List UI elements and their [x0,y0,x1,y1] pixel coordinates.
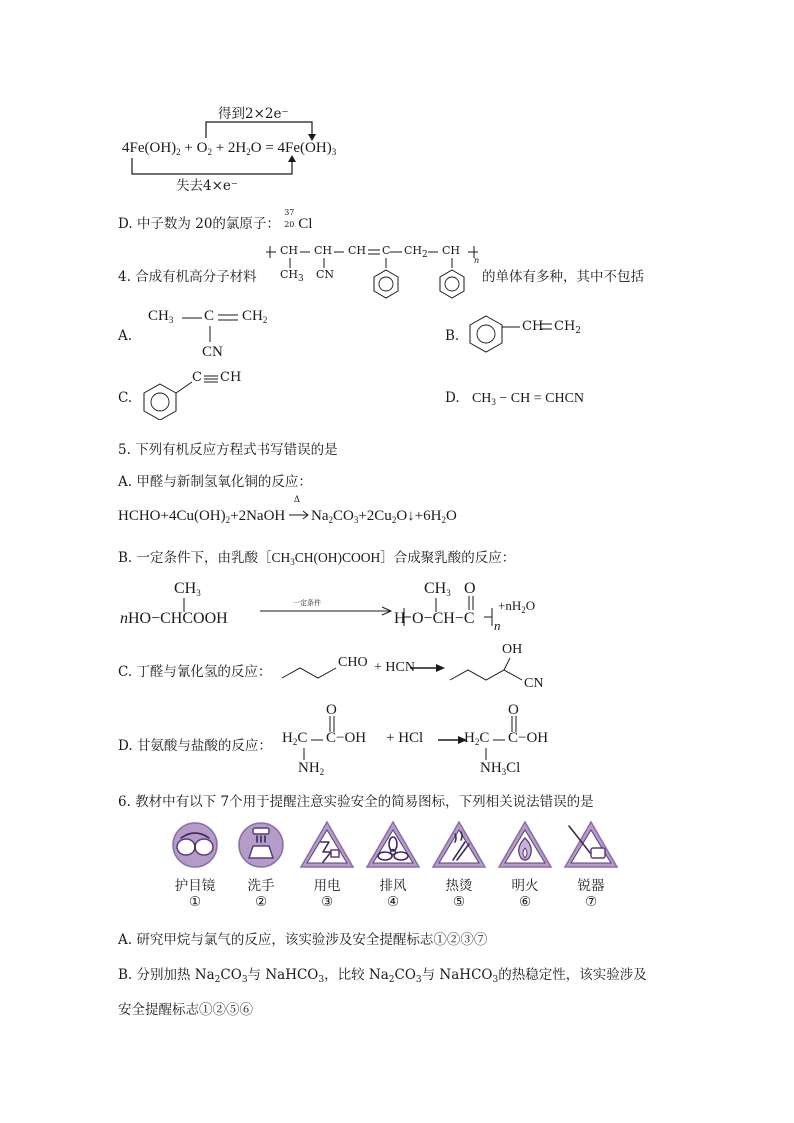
q5-option-b-desc [118,546,515,567]
subscript: 2 [328,515,333,525]
redox-equation [122,140,336,157]
subscript: 3 [501,767,507,777]
text: C [479,730,490,746]
text: CH [174,580,197,597]
reaction-condition: 一定条件 [293,599,321,607]
icon-label: 锐器 [577,878,605,894]
safety-icon-electricity [297,820,357,910]
option-a-c: C [204,308,215,324]
polymer-cn: CN [316,268,335,281]
text: CH [404,244,423,257]
polymer-structure [266,240,481,300]
hot-surface-icon [429,820,489,870]
product-feoh3: O = 4Fe(OH) [250,140,332,156]
subscript: 3 [290,557,295,567]
text: CH [148,308,169,324]
safety-icon-sharp [561,820,621,910]
wash-hands-icon [231,820,291,870]
q4-stem-suffix: 的单体有多种，其中不包括 [482,269,644,285]
product-body: O−CH−C [412,610,475,627]
text: H [464,730,475,746]
subscript: 2 [262,315,268,325]
text: CO [333,508,354,524]
text: +2Cu [358,508,392,524]
byproduct-water [498,598,535,615]
option-text: 中子数为 20的氯原子： [136,216,280,232]
q4-option-b-label: B. [445,328,460,344]
option-text: ］合成聚乳酸的反应： [380,550,516,566]
safety-icons-row [165,820,625,920]
product-nh3cl [480,760,520,777]
icon-label: 洗手 [247,878,275,894]
icon-label: 排风 [379,878,407,894]
q4-stem-prefix [118,265,257,285]
subscript: 3 [298,274,304,284]
subscript: 2 [388,975,395,985]
reactant-ch3 [174,580,201,598]
text: 分别加热 Na [136,967,215,983]
q5-option-a-equation [118,494,457,525]
option-label: D. [118,738,133,754]
option-text: 丁醛与氰化氢的反应： [136,664,272,680]
q5-option-c-desc [118,660,271,680]
q6-option-b-line2: 安全提醒标志①②⑤⑥ [118,1002,253,1018]
text: O [525,598,536,613]
icon-number: ⑦ [584,894,598,910]
option-text: 甲醛与新制氢氧化铜的反应： [136,474,312,490]
polymer-c: C [382,244,391,257]
subscript: 2 [214,975,221,985]
q5-option-c-equation [280,640,560,696]
text: CO [394,967,416,983]
subscript: 2 [575,326,582,336]
q4-option-d [445,390,584,407]
text: − CH = CHCN [495,391,585,406]
product-carbonyl-o: O [508,702,519,718]
subscript: 2 [391,515,397,525]
option-b-ch2 [554,319,581,336]
stem-text: 合成有机高分子材料 [135,269,257,285]
q3-option-d [118,208,313,233]
q5-option-b-equation [118,578,558,636]
redox-loss-label: 失去4×e⁻ [176,178,239,194]
subscript: 2 [292,737,298,747]
text: Cl [506,760,521,776]
subscript: 3 [241,975,248,985]
subscript: 2 [521,605,526,615]
icon-label: 护目镜 [174,878,216,894]
icon-number: ⑥ [518,894,532,910]
goggles-icon [165,820,225,870]
icon-number: ① [188,894,202,910]
atomic-number: 20 [284,220,295,229]
nuclide-notation [284,208,298,232]
option-text: 一定条件下，由乳酸［ [136,550,272,566]
text: ，比较 Na [324,967,389,983]
option-d-formula [472,391,584,406]
icon-label: 明火 [511,878,539,894]
option-c-ch: CH [220,370,242,385]
text: O↓+6H [396,508,442,524]
subscript: 3 [318,975,325,985]
subscript: 2 [176,147,181,157]
subscript: 3 [446,588,451,598]
text: 与 NaHCO [247,967,319,983]
text: O [445,508,457,524]
reactant-o2: O [196,140,208,156]
element-symbol: Cl [298,216,313,232]
reagent-hcl: + HCl [386,730,424,746]
redox-diagram [118,96,358,196]
q4-option-c-structure [138,370,258,420]
product-carboxyl: C−OH [508,730,549,746]
electricity-icon [297,820,357,870]
subscript: 2 [225,515,231,525]
option-text: 研究甲烷与氯气的反应，该实验涉及安全提醒标志①②③⑦ [136,932,488,948]
subscript: 3 [492,975,499,985]
product-oh: OH [502,642,523,657]
redox-gain-label: 得到2×2e⁻ [218,106,289,122]
polymer-methyl [280,268,304,284]
text: (OH) [193,508,226,524]
text: Na [311,508,329,524]
subscript: 3 [353,515,359,525]
text: +2NaOH [230,508,286,524]
q6-stem [118,790,594,810]
q6-option-b [118,963,647,985]
lactic-acid-formula [272,550,381,565]
icon-number: ④ [386,894,400,910]
q6-option-a [118,928,487,948]
polymer-ch2 [404,244,428,260]
text: NH [298,760,320,776]
polymer-ch-3: CH [348,244,367,257]
aldehyde-group: CHO [338,655,368,670]
option-label: B. [118,967,133,983]
subscript: 3 [491,397,496,407]
text: NH [480,760,502,776]
icon-label: 热烫 [445,878,473,894]
subscript: 2 [422,250,428,260]
subscript: 3 [196,588,201,598]
product-h: H [394,610,406,627]
subscript: 3 [168,315,174,325]
option-a-cn: CN [202,344,223,360]
text: CH [471,391,492,406]
subscript: 3 [331,147,337,157]
text: CH [554,319,576,334]
stem-text: 下列有机反应方程式书写错误的是 [135,442,338,458]
glycine-carboxyl: C−OH [326,730,367,746]
polymer-n: n [474,256,480,265]
glycine-h2c [282,730,307,747]
text: CH [271,550,291,565]
reactant-feoh2: 4Fe(OH) [122,140,177,156]
subscript: 3 [415,975,422,985]
option-label: D. [118,216,133,232]
heat-arrow [289,494,311,520]
text: H [282,730,293,746]
option-c-c: C [192,370,202,385]
icon-number: ② [254,894,268,910]
text: C [297,730,308,746]
subscript: 2 [319,767,325,777]
option-a-ch2 [242,308,267,325]
option-text: 甘氨酸与盐酸的反应： [136,738,272,754]
text: 的热稳定性，该实验涉及 [498,967,647,983]
q5-stem [118,438,338,458]
text: CH [280,268,299,281]
reagent-hcn: + HCN [374,660,415,675]
q4-option-a-label: A. [118,328,133,344]
icon-label: 用电 [313,878,341,894]
text: 与 NaHCO [421,967,493,983]
option-label: A. [118,932,133,948]
q4-option-a-structure [148,306,288,366]
glycine-carbonyl-o: O [326,702,337,718]
polymer-ch-2: CH [314,244,333,257]
safety-icon-ventilation [363,820,423,910]
text: CO [220,967,242,983]
safety-icon-hot [429,820,489,910]
polymer-ch-1: CH [280,244,299,257]
option-label: D. [445,390,460,406]
mass-number: 37 [284,208,295,217]
text: CH [242,308,263,324]
safety-icon-wash-hands [231,820,291,910]
subscript: 2 [207,147,212,157]
text: HCHO+4Cu [118,508,194,524]
icon-number: ③ [320,894,334,910]
coefficient: n [120,610,128,627]
question-number: 4. [118,269,131,285]
product-ch3 [424,580,451,598]
option-a-ch3 [148,308,173,325]
product-h2c [464,730,489,747]
product-n: n [494,618,501,633]
q5-option-d-desc [118,734,272,754]
product-cn: CN [524,676,544,691]
option-label: A. [118,474,133,490]
plus-sign: + [184,140,193,156]
flame-icon [495,820,555,870]
reactant-lactic [120,610,228,628]
q5-option-d-equation [280,702,570,780]
question-number: 5. [118,442,131,458]
icon-number: ⑤ [452,894,466,910]
option-label: B. [118,550,133,566]
product-carbonyl-o: O [464,580,476,597]
subscript: 2 [246,147,251,157]
text: +nH [498,598,522,613]
safety-icon-goggles [165,820,225,910]
q4-option-c-label: C. [118,390,133,406]
heat-symbol: Δ [294,494,300,504]
text: HO−CHCOOH [128,610,228,627]
glycine-nh2 [298,760,324,777]
text: CH(OH)COOH [294,550,381,565]
subscript: 2 [441,515,446,525]
sharp-object-icon [561,820,621,870]
question-number: 6. [118,794,131,810]
q5-option-a-desc [118,470,312,490]
safety-icon-flame [495,820,555,910]
option-label: C. [118,664,133,680]
polymer-ch-4: CH [442,244,461,257]
subscript: 2 [474,737,480,747]
stem-text: 教材中有以下 7个用于提醒注意实验安全的简易图标，下列相关说法错误的是 [135,794,594,810]
arrow-icon [289,508,311,522]
q4-option-b-structure [464,314,594,354]
option-b-ch: CH [522,319,544,334]
fan-icon [363,820,423,870]
reactant-h2o: + 2H [215,140,247,156]
text: CH [424,580,447,597]
